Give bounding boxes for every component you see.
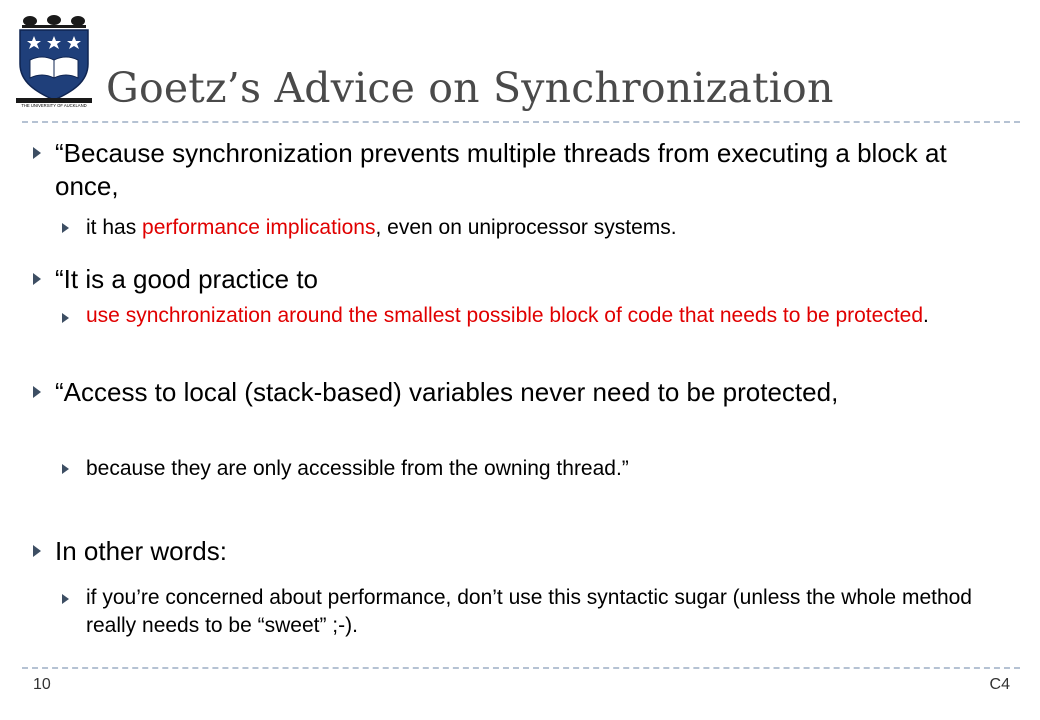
bullet-arrow-icon [33,386,41,398]
bullet-level2: because they are only accessible from the owning thread.” [86,457,629,480]
bullet-level2: use synchronization around the smallest possible block of code that needs to be protected. [86,304,929,327]
university-logo [14,12,94,110]
highlight-text: performance implications [142,216,376,239]
bullet-level1: “Because synchronization prevents multiple threads from executing a block at once, [55,138,947,201]
footer-divider [22,667,1020,669]
highlight-text: use synchronization around the smallest possible block of code that needs to be protected [86,304,924,327]
svg-text:THE UNIVERSITY OF AUCKLAND: THE UNIVERSITY OF AUCKLAND [21,103,87,108]
slide-title: Goetz’s Advice on Synchronization [106,64,834,112]
sub-bullet-arrow-icon [62,223,69,233]
bullet-arrow-icon [33,545,41,557]
bullet-level1: “Access to local (stack-based) variables never need to be protected, [55,377,839,407]
sub-bullet-arrow-icon [62,594,69,604]
title-divider [22,121,1020,123]
bullet-level2: if you’re concerned about performance, don’t use this syntactic sugar (unless the whole method really needs to be “sweet” ;-). [86,586,972,637]
bullet-level1: “It is a good practice to [55,264,319,294]
bullet-arrow-icon [33,147,41,159]
sub-bullet-arrow-icon [62,464,69,474]
bullet-level1: In other words: [55,536,227,566]
bullet-level2: it has performance implications, even on uniprocessor systems. [86,216,677,239]
footer-label: C4 [989,676,1010,693]
page-number: 10 [33,676,51,693]
bullet-arrow-icon [33,273,41,285]
sub-bullet-arrow-icon [62,313,69,323]
